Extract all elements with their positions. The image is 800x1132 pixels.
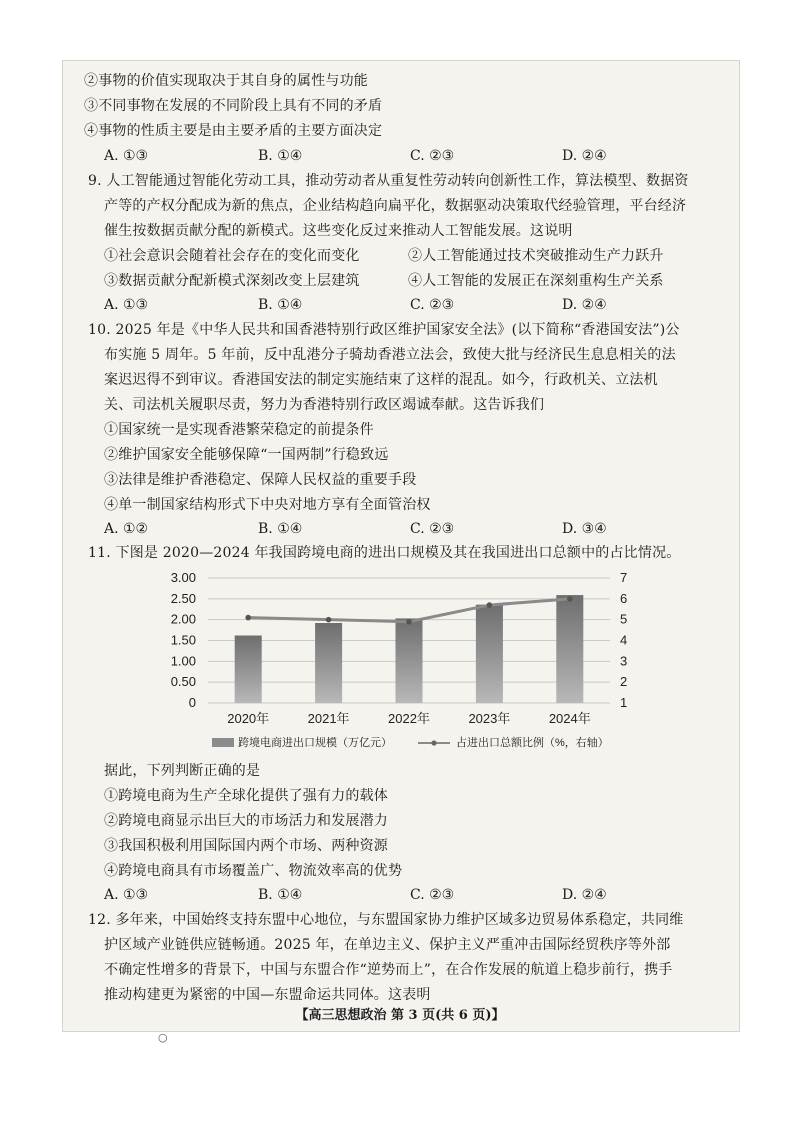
left-axis-tick: 0 [188,695,196,710]
q12-stem-line-3: 不确定性增多的背景下，中国与东盟合作“逆势而上”，在合作发展的航道上稳步前行，携手 [104,962,673,978]
q8-option-a[interactable]: A. ①③ [104,148,149,164]
q9-stem-line-1: 9. 人工智能通过智能化劳动工具，推动劳动者从重复性劳动转向创新性工作，算法模型、数据资 [88,173,689,189]
left-axis-tick: 0.50 [170,674,196,690]
q8-option-d[interactable]: D. ②④ [562,148,607,164]
q9-statement-2: ②人工智能通过技术突破推动生产力跃升 [408,248,664,264]
q8-statement-3: ③不同事物在发展的不同阶段上具有不同的矛盾 [84,98,383,114]
q10-statement-2: ②维护国家安全能够保障“一国两制”行稳致远 [104,447,389,463]
left-axis-tick: 2.00 [170,611,196,627]
q8-option-c[interactable]: C. ②③ [410,148,455,164]
left-axis-tick: 1.50 [170,632,196,648]
q10-statement-1: ①国家统一是实现香港繁荣稳定的前提条件 [104,422,374,438]
legend-bar-swatch [212,738,234,747]
bar-2022年 [396,618,423,703]
q11-stem: 11. 下图是 2020—2024 年我国跨境电商的进出口规模及其在我国进出口总额中的占比情况。 [88,545,681,561]
q8-option-b[interactable]: B. ①④ [258,148,303,164]
q8-statement-2: ②事物的价值实现取决于其自身的属性与功能 [84,73,368,89]
ratio-point-2024年 [567,596,573,602]
q10-stem-line-3: 案迟迟得不到审议。香港国安法的制定实施结束了这样的混乱。如今，行政机关、立法机 [104,372,658,388]
q9-option-b[interactable]: B. ①④ [258,297,303,313]
q10-option-c[interactable]: C. ②③ [410,521,455,537]
ratio-point-2022年 [406,619,412,625]
q9-option-a[interactable]: A. ①③ [104,297,149,313]
page-footer: 【高三思想政治 第 3 页(共 6 页)】 [295,1008,505,1023]
left-axis-tick: 3.00 [170,570,196,585]
q12-stem-line-4: 推动构建更为紧密的中国—东盟命运共同体。这表明 [104,987,431,1003]
q10-stem-line-4: 关、司法机关履职尽责，努力为香港特别行政区竭诚奉献。这告诉我们 [104,397,545,413]
cross-border-ecommerce-chart [150,566,640,756]
q9-stem-line-2: 产等的产权分配成为新的焦点，企业结构趋向扁平化，数据驱动决策取代经验管理，平台经济 [104,198,687,214]
ratio-point-2023年 [487,602,493,608]
q11-prompt: 据此，下列判断正确的是 [104,763,261,779]
x-axis-tick: 2023年 [468,711,511,726]
legend-line-marker [431,740,436,745]
left-axis-tick: 2.50 [170,590,196,606]
q10-option-a[interactable]: A. ①② [104,521,149,537]
q11-option-b[interactable]: B. ①④ [258,887,303,903]
x-axis-tick: 2022年 [388,711,430,726]
chart-line-series [245,596,572,625]
chart-right-axis-ticks [620,570,627,710]
q10-stem-line-1: 10. 2025 年是《中华人民共和国香港特别行政区维护国家安全法》(以下简称“香港国安法”)公 [88,322,680,338]
q12-stem-line-2: 护区域产业链供应链畅通。2025 年，在单边主义、保护主义严重冲击国际经贸秩序等外部 [104,937,671,953]
right-axis-tick: 4 [620,632,628,648]
q11-option-c[interactable]: C. ②③ [410,887,455,903]
chart-x-axis-ticks [227,711,591,726]
x-axis-tick: 2020年 [227,711,270,726]
legend-bar-label: 跨境电商进出口规模（万亿元） [238,737,392,749]
right-axis-tick: 3 [620,653,628,669]
q9-statement-3: ③数据贡献分配新模式深刻改变上层建筑 [104,273,360,289]
q9-statement-4: ④人工智能的发展正在深刻重构生产关系 [408,273,664,289]
q11-statement-3: ③我国积极利用国际国内两个市场、两种资源 [104,838,388,854]
page-mark: ○ [158,1031,168,1044]
right-axis-tick: 6 [620,590,628,606]
q9-option-d[interactable]: D. ②④ [562,297,607,313]
right-axis-tick: 5 [620,611,628,627]
bar-2023年 [476,605,503,703]
q11-statement-4: ④跨境电商具有市场覆盖广、物流效率高的优势 [104,863,403,879]
ratio-point-2021年 [326,617,332,623]
x-axis-tick: 2024年 [548,711,591,726]
ratio-point-2020年 [245,615,251,621]
q9-stem-line-3: 催生按数据贡献分配的新模式。这些变化反过来推动人工智能发展。这说明 [104,223,573,239]
x-axis-tick: 2021年 [307,711,350,726]
ratio-line [248,599,570,622]
q10-statement-4: ④单一制国家结构形式下中央对地方享有全面管治权 [104,497,431,513]
q10-option-b[interactable]: B. ①④ [258,521,303,537]
q11-option-d[interactable]: D. ②④ [562,887,607,903]
chart-left-axis-ticks [171,570,196,710]
bar-2021年 [315,623,342,703]
bar-2024年 [556,595,583,703]
q11-option-a[interactable]: A. ①③ [104,887,149,903]
bar-2020年 [235,636,262,704]
q8-statement-4: ④事物的性质主要是由主要矛盾的主要方面决定 [84,123,383,139]
q12-stem-line-1: 12. 多年来，中国始终支持东盟中心地位，与东盟国家协力维护区域多边贸易体系稳定，共同维 [88,912,684,928]
left-axis-tick: 1.00 [170,653,196,669]
q10-option-d[interactable]: D. ③④ [562,521,607,537]
q9-statement-1: ①社会意识会随着社会存在的变化而变化 [104,248,360,264]
q11-statement-2: ②跨境电商显示出巨大的市场活力和发展潜力 [104,813,388,829]
q10-stem-line-2: 布实施 5 周年。5 年前，反中乱港分子骑劫香港立法会，致使大批与经济民生息息相关的法 [104,347,676,363]
right-axis-tick: 2 [620,674,628,690]
q10-statement-3: ③法律是维护香港稳定、保障人民权益的重要手段 [104,472,417,488]
right-axis-tick: 1 [620,695,628,710]
q11-statement-1: ①跨境电商为生产全球化提供了强有力的载体 [104,788,388,804]
chart-legend [212,735,609,749]
legend-line-label: 占进出口总额比例（%，右轴） [456,737,609,749]
chart-bars [235,595,584,703]
right-axis-tick: 7 [620,570,628,585]
q9-option-c[interactable]: C. ②③ [410,297,455,313]
